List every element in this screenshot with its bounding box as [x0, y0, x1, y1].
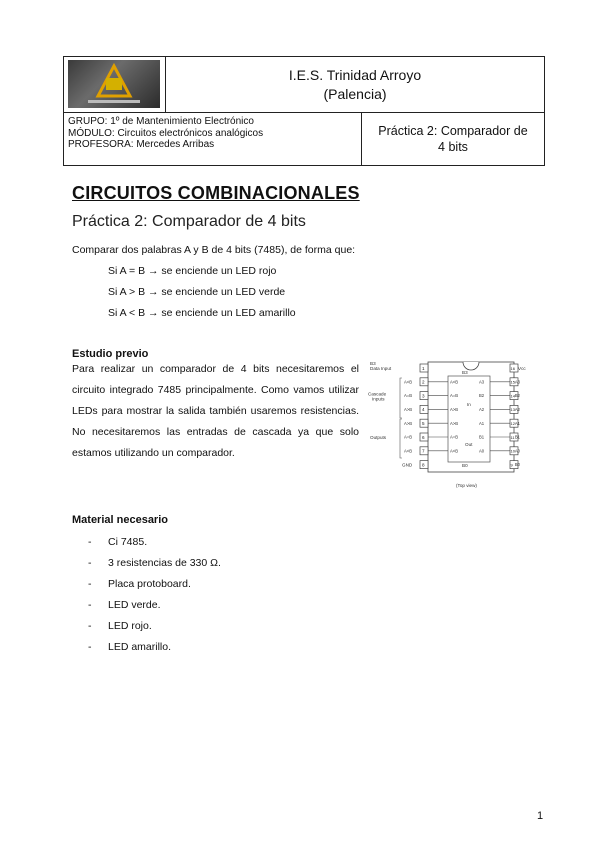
inner-signal-left: A>B — [450, 407, 459, 412]
pin-number-right: 11 — [510, 434, 515, 440]
school-name — [166, 57, 544, 112]
external-signal-left: A>B — [404, 407, 413, 412]
inner-signal-right: A3 — [479, 379, 485, 385]
list-item — [72, 553, 221, 574]
condition-greater: Si A > B → se enciende un LED verde — [108, 286, 286, 298]
list-marker: - — [88, 620, 92, 632]
cascade-label-2: Inputs — [372, 396, 385, 402]
pin-number-right: 14 — [510, 393, 515, 399]
pin-number-left: 1 — [422, 365, 425, 371]
external-signal-right: B0 — [514, 462, 520, 468]
ic-7485-pinout-diagram — [366, 356, 526, 492]
external-signal-right: B2 — [514, 393, 520, 399]
pin-number-left: 3 — [422, 393, 425, 399]
pin-number-right: 9 — [510, 462, 513, 468]
list-item-text: LED rojo. — [108, 620, 152, 632]
inner-signal-right: A1 — [479, 420, 485, 426]
outputs-bracket — [400, 419, 402, 458]
list-item — [72, 616, 221, 637]
pin-number-left: 5 — [422, 421, 425, 426]
material-heading: Material necesario — [72, 514, 168, 526]
module-text: MÓDULO: Circuitos electrónicos analógicos — [68, 127, 264, 139]
course-info — [68, 116, 263, 151]
list-marker: - — [88, 599, 92, 611]
inner-signal-right: A0 — [479, 448, 485, 454]
chip-outline — [428, 362, 514, 472]
logo-cell — [64, 57, 166, 112]
list-item-text: 3 resistencias de 330 Ω. — [108, 557, 221, 569]
out-label: Out — [465, 442, 473, 447]
condition-equal: Si A = B → se enciende un LED rojo — [108, 265, 277, 277]
school-logo — [68, 60, 160, 108]
pin-number-right: 10 — [510, 448, 515, 454]
chip-notch — [463, 362, 479, 370]
intro-text: Comparar dos palabras A y B de 4 bits (7485), de forma que: — [72, 244, 356, 256]
header-row-top — [64, 57, 544, 113]
outputs-label: Outputs — [370, 435, 387, 440]
external-signal-left: A=B — [404, 393, 413, 399]
inner-top-label: B3 — [462, 370, 468, 375]
external-signal-right: A0 — [514, 448, 520, 454]
vcc-label: Vcc — [518, 366, 526, 371]
pin-number-left: 2 — [422, 379, 425, 385]
pin-number-right: 13 — [510, 407, 515, 413]
external-signal-left: A=B — [404, 434, 413, 440]
list-item-text: LED amarillo. — [108, 641, 172, 653]
pin-number-right: 15 — [510, 379, 515, 385]
header-table — [63, 56, 545, 166]
inner-signal-left: A<B — [450, 379, 459, 385]
study-paragraph: Para realizar un comparador de 4 bits necesitaremos el circuito integrado 7485 principalmente. Como vamos utilizar LEDs para mostrar la salida también usaremos resistencias. No necesitaremos las entradas de cascada ya que solo estamos utilizando un comparador. — [72, 363, 359, 459]
list-item — [72, 532, 221, 553]
page-title: CIRCUITOS COMBINACIONALES — [72, 183, 360, 203]
external-signal-right: A2 — [514, 407, 520, 412]
pin-number-left: 4 — [422, 407, 425, 413]
data-input-label: Data Input — [370, 366, 392, 371]
header-row-bottom — [64, 113, 544, 165]
inner-signal-left: A=B — [450, 393, 459, 399]
list-marker: - — [88, 641, 92, 653]
pin-number-left: 7 — [422, 448, 425, 454]
pin-number-right: 12 — [510, 421, 515, 426]
inner-signal-left: A<B — [450, 448, 459, 454]
cascade-bracket — [400, 378, 402, 418]
condition-less: Si A < B → se enciende un LED amarillo — [108, 307, 296, 319]
external-signal-left: A<B — [404, 379, 413, 385]
group-text: GRUPO: 1º de Mantenimiento Electrónico — [68, 116, 254, 127]
inner-signal-right: B2 — [479, 393, 485, 399]
list-item — [72, 637, 221, 658]
practice-title-line2: 4 bits — [438, 140, 468, 154]
practice-title-line1: Práctica 2: Comparador de — [378, 124, 528, 138]
external-signal-right: A3 — [514, 379, 520, 385]
pin-number-right: 16 — [510, 365, 515, 371]
list-item-text: LED verde. — [108, 599, 161, 611]
list-item — [72, 574, 221, 595]
cascade-label: Cascade — [368, 391, 387, 397]
inner-signal-right: B1 — [479, 434, 485, 440]
external-signal-left: A>B — [404, 420, 413, 426]
inner-signal-left: A=B — [450, 434, 459, 440]
list-marker: - — [88, 557, 92, 569]
list-item-text: Placa protoboard. — [108, 578, 191, 590]
external-signal-left: A<B — [404, 448, 413, 454]
pin-number-left: 6 — [422, 434, 425, 440]
external-signal-right: A1 — [514, 420, 520, 426]
school-name-line1: I.E.S. Trinidad Arroyo — [288, 66, 422, 83]
list-item-text: Ci 7485. — [108, 536, 148, 548]
practice-title-cell — [361, 113, 544, 165]
list-marker: - — [88, 578, 92, 590]
pin-number-left: 8 — [422, 462, 425, 468]
list-marker: - — [88, 536, 92, 548]
page-subtitle: Práctica 2: Comparador de 4 bits — [72, 213, 306, 230]
inner-bottom-label: B0 — [462, 463, 468, 468]
top-view-label: (Top view) — [456, 483, 477, 488]
inner-signal-left: A>B — [450, 420, 459, 426]
list-item — [72, 595, 221, 616]
school-name-line2: (Palencia) — [323, 85, 387, 102]
page-number: 1 — [537, 810, 544, 822]
gnd-label: GND — [402, 462, 413, 468]
inner-signal-right: A2 — [479, 407, 485, 412]
study-heading: Estudio previo — [72, 348, 149, 360]
material-list — [72, 532, 221, 658]
teacher-text: PROFESORA: Mercedes Arribas — [68, 139, 215, 150]
external-signal-right: B1 — [514, 434, 520, 440]
b3-label: B3 — [370, 361, 376, 366]
pinout-svg — [366, 356, 526, 492]
in-label: In — [467, 402, 471, 407]
